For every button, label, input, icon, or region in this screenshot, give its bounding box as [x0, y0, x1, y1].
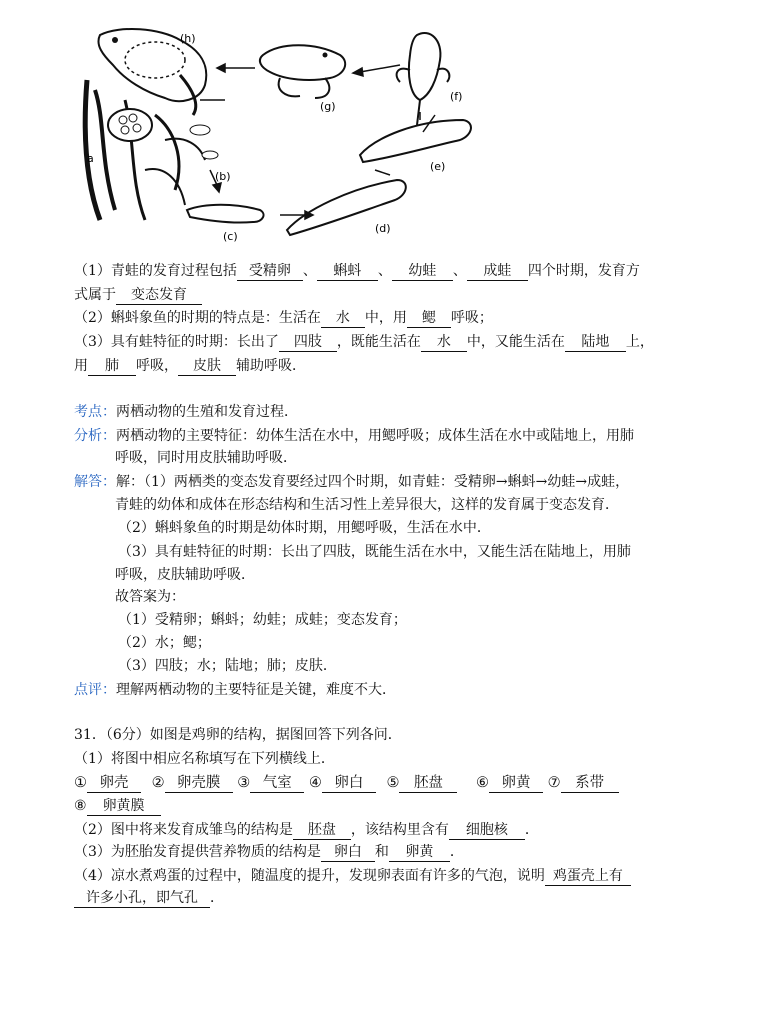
item-num: ⑤ — [386, 775, 400, 791]
q30-part1-line2: 式属于 变态发育 — [74, 285, 202, 305]
answer-blank: 胚盘 — [293, 821, 351, 840]
answer-blank: 四肢 — [279, 333, 337, 352]
dianping-label: 点评： — [74, 682, 116, 698]
answer-blank: 卵黄 — [389, 843, 450, 862]
jieda-line8: （2）水；鳃； — [118, 635, 211, 651]
jieda-line4: （3）具有蛙特征的时期：长出了四肢，既能生活在水中，又能生活在陆地上，用肺 — [118, 544, 631, 560]
item-num: ① — [74, 775, 87, 791]
item-num: ③ — [237, 775, 251, 791]
answer-blank: 卵白 — [321, 843, 375, 862]
answer-blank: 水 — [321, 309, 365, 328]
label-c: (c) — [223, 230, 238, 243]
answer-blank: 卵壳膜 — [165, 774, 233, 793]
answer-blank: 气室 — [250, 774, 304, 793]
jieda-line2: 青蛙的幼体和成体在形态结构和生活习性上差异很大，这样的发育属于变态发育． — [115, 497, 619, 513]
label-f: (f) — [450, 90, 463, 103]
label-g: (g) — [320, 100, 336, 113]
answer-blank: 鳃 — [407, 309, 451, 328]
answer-blank: 蝌蚪 — [317, 262, 378, 281]
q30-part2: （2）蝌蚪象鱼的时期的特点是：生活在 水 中，用 鳃 呼吸； — [74, 310, 493, 326]
jieda-line3: （2）蝌蚪象鱼的时期是幼体时期，用鳃呼吸，生活在水中． — [118, 520, 491, 536]
q31-part4-line1: （4）凉水煮鸡蛋的过程中，随温度的提升，发现卵表面有许多的气泡，说明 鸡蛋壳上有 — [74, 866, 631, 886]
answer-blank: 受精卵 — [237, 262, 303, 281]
label-e: (e) — [430, 160, 446, 173]
answer-blank: 卵黄 — [489, 774, 543, 793]
jieda-line9: （3）四肢；水；陆地；肺；皮肤． — [118, 658, 337, 674]
q31-part1: （1）将图中相应名称填写在下列横线上． — [74, 751, 335, 767]
q31-part3: （3）为胚胎发育提供营养物质的结构是 卵白 和 卵黄 ． — [74, 844, 464, 860]
item-num: ④ — [308, 775, 322, 791]
item-num: ⑥ — [476, 775, 490, 791]
answer-blank: 细胞核 — [449, 821, 525, 840]
kaodian-label: 考点： — [74, 404, 116, 420]
answer-blank: 陆地 — [565, 333, 626, 352]
q30-part1-line1: （1）青蛙的发育过程包括 受精卵 、 蝌蚪 、 幼蛙 、 成蛙 四个时期，发育方 — [74, 263, 640, 279]
jieda-line1: 解答：解：（1）两栖类的变态发育要经过四个时期，如青蛙：受精卵→蝌蚪→幼蛙→成蛙， — [74, 474, 630, 490]
answer-blank: 卵黄膜 — [87, 797, 161, 816]
q31-part4-line2: 许多小孔，即气孔 ． — [74, 888, 224, 908]
q31-title: 31．（6分）如图是鸡卵的结构，据图回答下列各问． — [74, 727, 402, 743]
jieda-label: 解答： — [74, 474, 116, 490]
tadpole-e-drawing — [360, 120, 471, 162]
answer-blank: 幼蛙 — [392, 262, 453, 281]
answer-blank: 肺 — [88, 357, 136, 376]
jieda-line7: （1）受精卵；蝌蚪；幼蛙；成蛙；变态发育； — [118, 612, 407, 628]
tadpole-c-drawing — [187, 205, 264, 223]
answer-blank: 鸡蛋壳上有 — [545, 867, 631, 886]
label-d: (d) — [375, 222, 391, 235]
fenxi-line1: 分析：两栖动物的主要特征：幼体生活在水中，用鳃呼吸；成体生活在水中或陆地上，用肺 — [74, 428, 634, 444]
label-h: (h) — [180, 32, 196, 45]
q31-answers-row2 — [74, 796, 161, 816]
q31-answers-row1 — [74, 773, 619, 793]
label-b: (b) — [215, 170, 231, 183]
dianping-line: 点评：理解两栖动物的主要特征是关键，难度不大． — [74, 682, 396, 698]
jieda-line5: 呼吸，皮肤辅助呼吸． — [115, 567, 255, 583]
answer-blank: 变态发育 — [116, 286, 202, 305]
fenxi-line2: 呼吸，同时用皮肤辅助呼吸． — [115, 450, 297, 466]
answer-blank: 系带 — [561, 774, 619, 793]
young-frog-drawing — [260, 45, 345, 98]
kaodian-line: 考点：两栖动物的生殖和发育过程． — [74, 404, 298, 420]
answer-blank: 皮肤 — [178, 357, 236, 376]
answer-blank: 卵壳 — [87, 774, 141, 793]
answer-blank: 许多小孔，即气孔 — [74, 889, 210, 908]
item-num: ⑧ — [74, 798, 87, 814]
q30-part3-line2: 用 肺 呼吸， 皮肤 辅助呼吸． — [74, 358, 306, 374]
answer-blank: 水 — [421, 333, 467, 352]
jieda-line6: 故答案为： — [115, 589, 185, 605]
q31-part2: （2）图中将来发育成雏鸟的结构是 胚盘 ，该结构里含有 细胞核 ． — [74, 822, 539, 838]
answer-blank: 成蛙 — [467, 262, 528, 281]
item-num: ⑦ — [547, 775, 561, 791]
q30-part3-line1: （3）具有蛙特征的时期：长出了 四肢 ，既能生活在 水 中，又能生活在 陆地 上， — [74, 334, 654, 350]
item-num: ② — [151, 775, 165, 791]
frog-life-cycle-figure — [75, 20, 485, 250]
label-a: a — [87, 152, 94, 165]
froglet-drawing — [397, 33, 450, 125]
fenxi-label: 分析： — [74, 428, 116, 444]
pond-plants-drawing — [85, 80, 218, 220]
answer-blank: 卵白 — [322, 774, 376, 793]
answer-blank: 胚盘 — [399, 774, 457, 793]
